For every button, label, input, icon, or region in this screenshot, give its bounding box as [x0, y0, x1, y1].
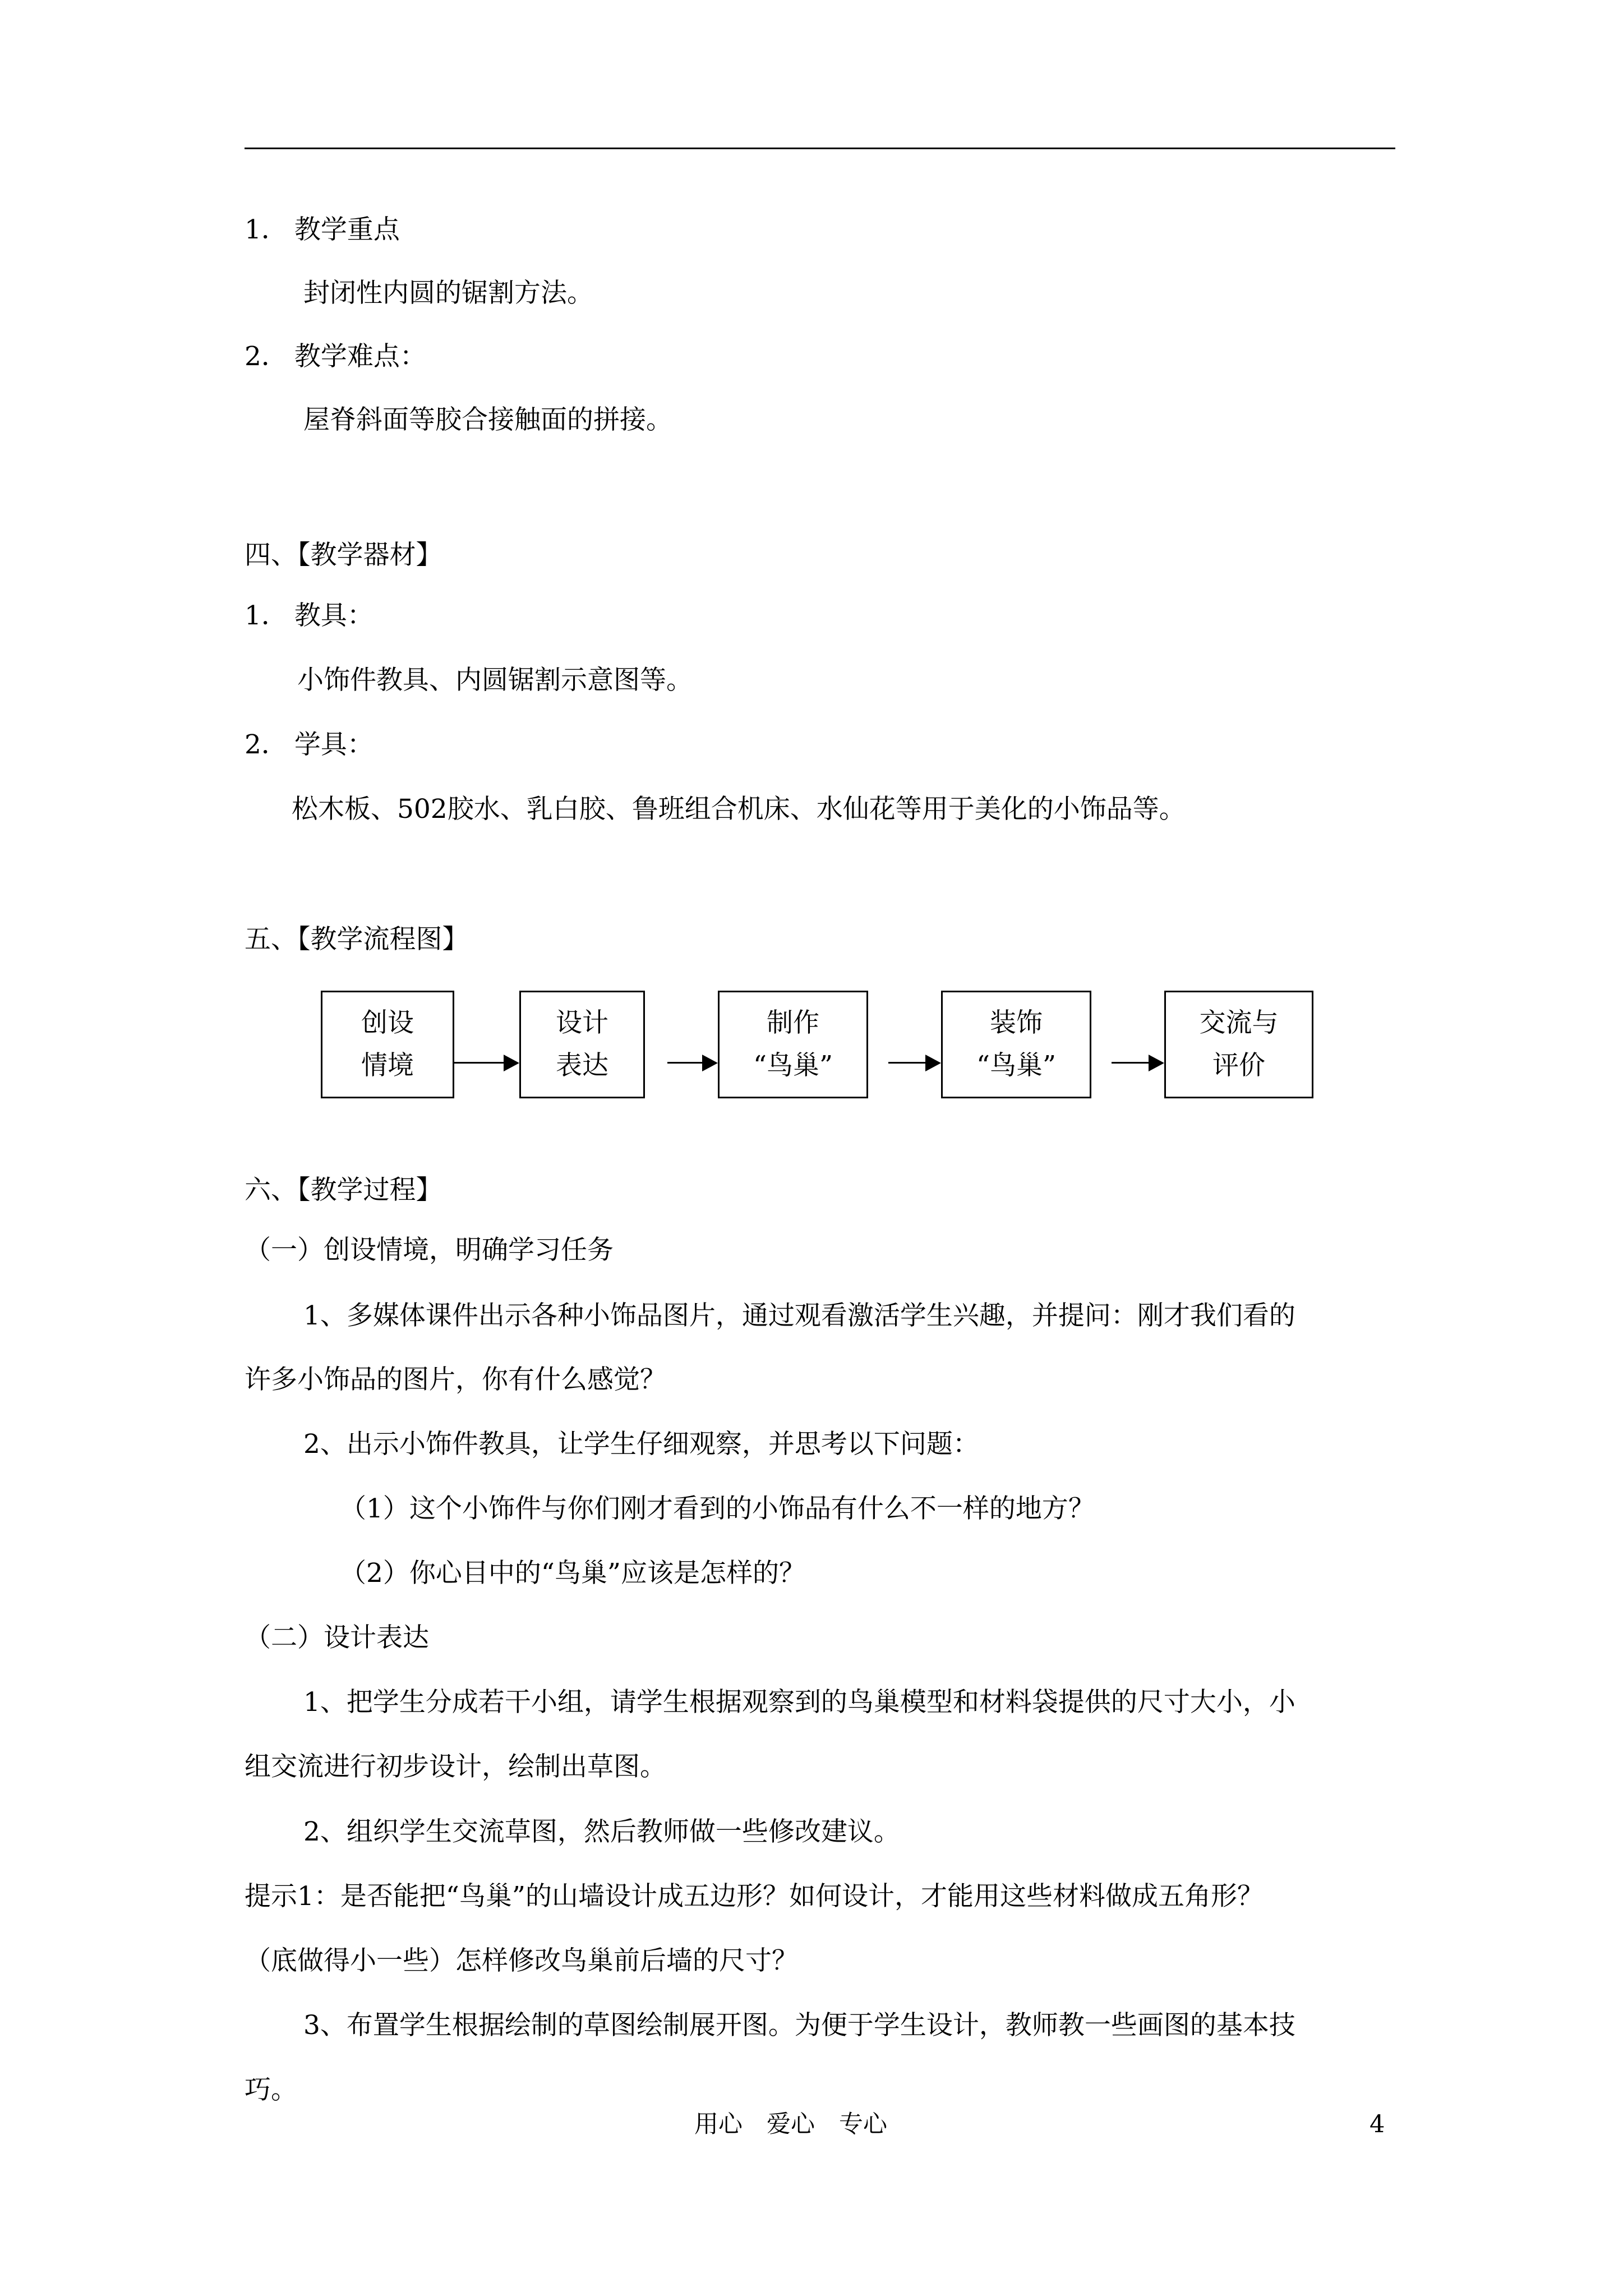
- item-title: 教学难点：: [294, 341, 426, 372]
- flow-step-line-1: 交流与: [1199, 1007, 1279, 1038]
- process-heading: 六、【教学过程】: [245, 1175, 442, 1205]
- item-title: 学具：: [294, 729, 374, 760]
- flow-step-line-1: 设计: [556, 1007, 608, 1038]
- process-question-1: （1）这个小饰件与你们刚才看到的小饰品有什么不一样的地方？: [340, 1493, 1095, 1524]
- flow-step-line-2: 表达: [556, 1050, 608, 1081]
- flow-step-make-nest: [718, 991, 868, 1098]
- flow-arrow-4: [1112, 1055, 1164, 1071]
- item-number: 1．: [245, 214, 288, 245]
- process-paragraph-1-line-1: 1、多媒体课件出示各种小饰品图片，通过观看激活学生兴趣，并提问：刚才我们看的: [303, 1300, 1295, 1331]
- key-point-2-heading: [245, 340, 426, 374]
- footer-motto: 用心 爱心 专心: [694, 2110, 887, 2138]
- process-paragraph-2: 2、出示小饰件教具，让学生仔细观察，并思考以下问题：: [303, 1429, 979, 1460]
- flow-step-line-1: 创设: [361, 1007, 414, 1038]
- item-number: 2．: [245, 729, 288, 760]
- flow-arrow-2: [667, 1055, 718, 1071]
- key-point-2-body: 屋脊斜面等胶合接触面的拼接。: [303, 404, 672, 435]
- key-point-1-body: 封闭性内圆的锯割方法。: [303, 278, 593, 309]
- item-number: 1．: [245, 600, 288, 631]
- process-hint-line-1: 提示1：是否能把“鸟巢”的山墙设计成五边形？如何设计，才能用这些材料做成五角形？: [245, 1881, 1264, 1912]
- page-number: 4: [1370, 2110, 1385, 2138]
- process-paragraph-5-line-1: 3、布置学生根据绘制的草图绘制展开图。为便于学生设计，教师教一些画图的基本技: [303, 2010, 1295, 2041]
- materials-item-1-body: 小饰件教具、内圆锯割示意图等。: [297, 665, 693, 696]
- process-paragraph-3-line-2: 组交流进行初步设计，绘制出草图。: [245, 1751, 666, 1782]
- materials-heading: 四、【教学器材】: [245, 540, 442, 570]
- process-part-2-heading: （二）设计表达: [245, 1622, 429, 1653]
- flow-step-line-2: “鸟巢”: [976, 1050, 1057, 1081]
- process-paragraph-5-line-2: 巧。: [245, 2074, 297, 2105]
- process-hint-line-2: （底做得小一些）怎样修改鸟巢前后墙的尺寸？: [245, 1945, 798, 1976]
- flow-step-exchange-evaluate: [1164, 991, 1313, 1098]
- materials-item-2-heading: [245, 728, 374, 762]
- key-point-1-heading: [245, 213, 400, 247]
- materials-item-1-heading: [245, 599, 374, 633]
- flow-step-line-1: 制作: [767, 1007, 819, 1038]
- process-paragraph-4: 2、组织学生交流草图，然后教师做一些修改建议。: [303, 1816, 900, 1847]
- process-question-2: （2）你心目中的“鸟巢”应该是怎样的？: [340, 1558, 805, 1589]
- item-title: 教学重点: [294, 214, 400, 245]
- flow-step-create-situation: [321, 991, 454, 1098]
- flowchart-heading: 五、【教学流程图】: [245, 924, 469, 955]
- flow-arrow-3: [888, 1055, 941, 1071]
- flow-arrow-1: [454, 1055, 519, 1071]
- flow-step-decorate-nest: [941, 991, 1091, 1098]
- process-part-1-heading: （一）创设情境，明确学习任务: [245, 1235, 614, 1266]
- process-paragraph-1-line-2: 许多小饰品的图片，你有什么感觉？: [245, 1364, 666, 1395]
- flow-step-line-2: 情境: [361, 1050, 414, 1081]
- flow-step-design-expression: [519, 991, 645, 1098]
- item-number: 2．: [245, 341, 288, 372]
- flow-step-line-2: 评价: [1212, 1050, 1265, 1081]
- flow-step-line-1: 装饰: [990, 1007, 1043, 1038]
- header-rule: [245, 148, 1395, 149]
- flow-step-line-2: “鸟巢”: [753, 1050, 833, 1081]
- process-paragraph-3-line-1: 1、把学生分成若干小组，请学生根据观察到的鸟巢模型和材料袋提供的尺寸大小，小: [303, 1687, 1295, 1718]
- item-title: 教具：: [294, 600, 374, 631]
- materials-item-2-body: 松木板、502胶水、乳白胶、鲁班组合机床、水仙花等用于美化的小饰品等。: [292, 794, 1186, 825]
